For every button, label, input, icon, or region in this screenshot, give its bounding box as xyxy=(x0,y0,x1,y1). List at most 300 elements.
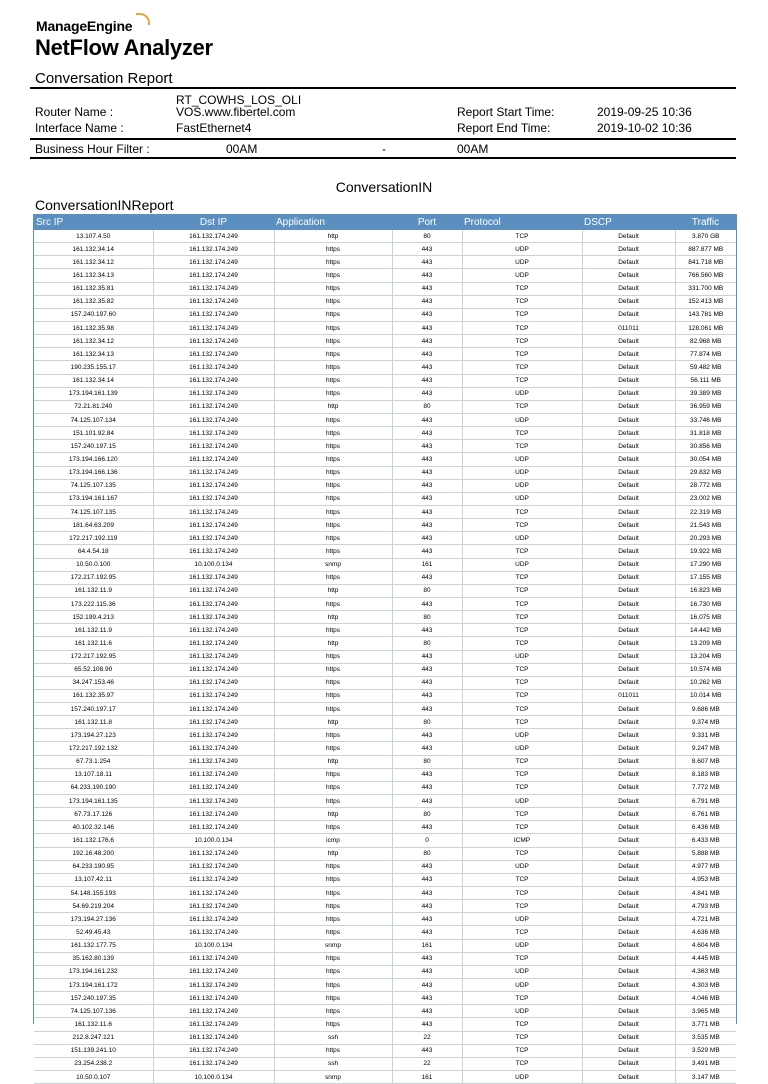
traffic-cell: 4.604 MB xyxy=(675,939,736,952)
traffic-cell: 29.832 MB xyxy=(675,466,736,479)
start-time-value: 2019-09-25 10:36 xyxy=(597,105,692,119)
application-cell: https xyxy=(274,532,392,545)
application-cell: https xyxy=(274,374,392,387)
dscp-cell: Default xyxy=(582,1018,675,1031)
port-cell: 443 xyxy=(392,492,462,505)
dscp-cell: Default xyxy=(582,348,675,361)
interface-value: FastEthernet4 xyxy=(176,121,252,135)
dst-ip-cell: 161.132.174.249 xyxy=(153,243,274,256)
traffic-cell: 56.111 MB xyxy=(675,374,736,387)
brand-name: ManageEngine xyxy=(36,18,133,34)
src-ip-cell: 161.132.11.9 xyxy=(34,624,153,637)
src-ip-cell: 10.50.0.100 xyxy=(34,558,153,571)
table-row xyxy=(34,348,736,361)
dst-ip-cell: 161.132.174.249 xyxy=(153,716,274,729)
dst-ip-cell: 161.132.174.249 xyxy=(153,1044,274,1057)
src-ip-cell: 10.50.0.107 xyxy=(34,1071,153,1084)
table-row xyxy=(34,545,736,558)
protocol-cell: UDP xyxy=(462,558,582,571)
port-cell: 80 xyxy=(392,847,462,860)
table-row xyxy=(34,400,736,413)
traffic-cell: 8.183 MB xyxy=(675,768,736,781)
dscp-cell: Default xyxy=(582,611,675,624)
dst-ip-cell: 161.132.174.249 xyxy=(153,952,274,965)
src-ip-cell: 67.73.17.126 xyxy=(34,808,153,821)
table-row xyxy=(34,230,736,243)
table-row xyxy=(34,663,736,676)
dscp-cell: Default xyxy=(582,558,675,571)
protocol-cell: TCP xyxy=(462,1044,582,1057)
port-cell: 443 xyxy=(392,860,462,873)
traffic-cell: 766.560 MB xyxy=(675,269,736,282)
traffic-cell: 887.877 MB xyxy=(675,243,736,256)
src-ip-cell: 23.254.238.2 xyxy=(34,1057,153,1070)
dscp-cell: Default xyxy=(582,440,675,453)
protocol-cell: UDP xyxy=(462,650,582,663)
dst-ip-cell: 10.100.0.134 xyxy=(153,558,274,571)
port-cell: 443 xyxy=(392,466,462,479)
port-cell: 80 xyxy=(392,584,462,597)
dst-ip-cell: 161.132.174.249 xyxy=(153,611,274,624)
src-ip-cell: 13.107.4.50 xyxy=(34,230,153,243)
col-dscp: DSCP xyxy=(582,214,675,230)
src-ip-cell: 64.233.190.190 xyxy=(34,781,153,794)
src-ip-cell: 161.132.35.98 xyxy=(34,321,153,334)
application-cell: http xyxy=(274,847,392,860)
protocol-cell: TCP xyxy=(462,282,582,295)
src-ip-cell: 161.132.177.75 xyxy=(34,939,153,952)
port-cell: 443 xyxy=(392,926,462,939)
table-body xyxy=(34,230,736,1084)
dst-ip-cell: 161.132.174.249 xyxy=(153,545,274,558)
protocol-cell: TCP xyxy=(462,1031,582,1044)
dscp-cell: Default xyxy=(582,808,675,821)
product-title: NetFlow Analyzer xyxy=(35,35,213,60)
table-row xyxy=(34,887,736,900)
table-row xyxy=(34,689,736,702)
traffic-cell: 6.791 MB xyxy=(675,795,736,808)
table-row xyxy=(34,821,736,834)
traffic-cell: 14.442 MB xyxy=(675,624,736,637)
application-cell: https xyxy=(274,387,392,400)
col-src-ip: Src IP xyxy=(34,214,153,230)
protocol-cell: UDP xyxy=(462,979,582,992)
src-ip-cell: 157.240.197.17 xyxy=(34,703,153,716)
dst-ip-cell: 161.132.174.249 xyxy=(153,453,274,466)
dst-ip-cell: 161.132.174.249 xyxy=(153,374,274,387)
traffic-cell: 128.061 MB xyxy=(675,321,736,334)
application-cell: https xyxy=(274,965,392,978)
port-cell: 443 xyxy=(392,887,462,900)
application-cell: http xyxy=(274,637,392,650)
protocol-cell: TCP xyxy=(462,611,582,624)
port-cell: 443 xyxy=(392,795,462,808)
dst-ip-cell: 161.132.174.249 xyxy=(153,965,274,978)
src-ip-cell: 13.107.18.11 xyxy=(34,768,153,781)
dscp-cell: Default xyxy=(582,466,675,479)
table-row xyxy=(34,900,736,913)
table-row xyxy=(34,913,736,926)
logo-arc-icon xyxy=(136,13,150,25)
port-cell: 0 xyxy=(392,834,462,847)
dst-ip-cell: 161.132.174.249 xyxy=(153,821,274,834)
table-row xyxy=(34,427,736,440)
src-ip-cell: 161.132.176.6 xyxy=(34,834,153,847)
traffic-cell: 9.331 MB xyxy=(675,729,736,742)
protocol-cell: UDP xyxy=(462,466,582,479)
traffic-cell: 143.781 MB xyxy=(675,308,736,321)
traffic-cell: 39.389 MB xyxy=(675,387,736,400)
traffic-cell: 9.686 MB xyxy=(675,703,736,716)
application-cell: https xyxy=(274,571,392,584)
dst-ip-cell: 161.132.174.249 xyxy=(153,230,274,243)
port-cell: 80 xyxy=(392,716,462,729)
dscp-cell: Default xyxy=(582,282,675,295)
application-cell: https xyxy=(274,335,392,348)
port-cell: 443 xyxy=(392,821,462,834)
protocol-cell: UDP xyxy=(462,413,582,426)
traffic-cell: 21.543 MB xyxy=(675,519,736,532)
application-cell: https xyxy=(274,413,392,426)
port-cell: 443 xyxy=(392,1044,462,1057)
traffic-cell: 22.319 MB xyxy=(675,505,736,518)
application-cell: https xyxy=(274,663,392,676)
protocol-cell: TCP xyxy=(462,230,582,243)
port-cell: 443 xyxy=(392,703,462,716)
src-ip-cell: 64.233.190.95 xyxy=(34,860,153,873)
src-ip-cell: 173.194.166.120 xyxy=(34,453,153,466)
dscp-cell: Default xyxy=(582,873,675,886)
port-cell: 443 xyxy=(392,965,462,978)
traffic-cell: 16.730 MB xyxy=(675,597,736,610)
src-ip-cell: 152.199.4.213 xyxy=(34,611,153,624)
dst-ip-cell: 161.132.174.249 xyxy=(153,295,274,308)
router-label: Router Name : xyxy=(35,105,114,119)
application-cell: https xyxy=(274,873,392,886)
src-ip-cell: 34.247.153.46 xyxy=(34,676,153,689)
dst-ip-cell: 161.132.174.249 xyxy=(153,913,274,926)
dscp-cell: Default xyxy=(582,926,675,939)
port-cell: 443 xyxy=(392,374,462,387)
protocol-cell: TCP xyxy=(462,295,582,308)
port-cell: 443 xyxy=(392,768,462,781)
src-ip-cell: 173.222.115.36 xyxy=(34,597,153,610)
src-ip-cell: 161.132.11.8 xyxy=(34,716,153,729)
protocol-cell: TCP xyxy=(462,545,582,558)
traffic-cell: 82.968 MB xyxy=(675,335,736,348)
dscp-cell: Default xyxy=(582,532,675,545)
port-cell: 443 xyxy=(392,545,462,558)
application-cell: https xyxy=(274,1044,392,1057)
application-cell: https xyxy=(274,768,392,781)
protocol-cell: TCP xyxy=(462,1057,582,1070)
port-cell: 443 xyxy=(392,505,462,518)
protocol-cell: UDP xyxy=(462,387,582,400)
port-cell: 443 xyxy=(392,913,462,926)
dst-ip-cell: 161.132.174.249 xyxy=(153,729,274,742)
dst-ip-cell: 10.100.0.134 xyxy=(153,939,274,952)
port-cell: 443 xyxy=(392,597,462,610)
traffic-cell: 7.772 MB xyxy=(675,781,736,794)
header-divider xyxy=(30,87,736,89)
table-row xyxy=(34,308,736,321)
protocol-cell: TCP xyxy=(462,321,582,334)
src-ip-cell: 161.132.35.81 xyxy=(34,282,153,295)
port-cell: 443 xyxy=(392,873,462,886)
protocol-cell: TCP xyxy=(462,821,582,834)
meta-divider xyxy=(30,138,736,140)
protocol-cell: TCP xyxy=(462,926,582,939)
dst-ip-cell: 161.132.174.249 xyxy=(153,742,274,755)
business-hour-from: 00AM xyxy=(226,142,258,156)
dst-ip-cell: 161.132.174.249 xyxy=(153,992,274,1005)
dscp-cell: Default xyxy=(582,663,675,676)
application-cell: https xyxy=(274,992,392,1005)
end-time-value: 2019-10-02 10:36 xyxy=(597,121,692,135)
dst-ip-cell: 161.132.174.249 xyxy=(153,321,274,334)
dst-ip-cell: 10.100.0.134 xyxy=(153,834,274,847)
src-ip-cell: 161.132.35.82 xyxy=(34,295,153,308)
application-cell: https xyxy=(274,703,392,716)
traffic-cell: 4.841 MB xyxy=(675,887,736,900)
src-ip-cell: 173.194.161.232 xyxy=(34,965,153,978)
table-row xyxy=(34,519,736,532)
table-row xyxy=(34,716,736,729)
port-cell: 443 xyxy=(392,440,462,453)
src-ip-cell: 35.162.80.139 xyxy=(34,952,153,965)
src-ip-cell: 74.125.107.136 xyxy=(34,1005,153,1018)
traffic-cell: 5.888 MB xyxy=(675,847,736,860)
dscp-cell: 011011 xyxy=(582,321,675,334)
dst-ip-cell: 161.132.174.249 xyxy=(153,584,274,597)
dscp-cell: Default xyxy=(582,479,675,492)
dst-ip-cell: 161.132.174.249 xyxy=(153,676,274,689)
dscp-cell: Default xyxy=(582,505,675,518)
dst-ip-cell: 161.132.174.249 xyxy=(153,361,274,374)
application-cell: https xyxy=(274,729,392,742)
traffic-cell: 6.761 MB xyxy=(675,808,736,821)
dscp-cell: Default xyxy=(582,308,675,321)
application-cell: https xyxy=(274,492,392,505)
dst-ip-cell: 161.132.174.249 xyxy=(153,269,274,282)
dst-ip-cell: 161.132.174.249 xyxy=(153,795,274,808)
src-ip-cell: 161.132.35.97 xyxy=(34,689,153,702)
port-cell: 80 xyxy=(392,755,462,768)
port-cell: 443 xyxy=(392,519,462,532)
dscp-cell: Default xyxy=(582,269,675,282)
port-cell: 443 xyxy=(392,295,462,308)
protocol-cell: UDP xyxy=(462,256,582,269)
src-ip-cell: 151.101.92.84 xyxy=(34,427,153,440)
protocol-cell: TCP xyxy=(462,374,582,387)
table-row xyxy=(34,1031,736,1044)
dst-ip-cell: 161.132.174.249 xyxy=(153,887,274,900)
traffic-cell: 10.014 MB xyxy=(675,689,736,702)
dscp-cell: Default xyxy=(582,624,675,637)
protocol-cell: ICMP xyxy=(462,834,582,847)
port-cell: 443 xyxy=(392,663,462,676)
protocol-cell: UDP xyxy=(462,860,582,873)
application-cell: https xyxy=(274,453,392,466)
src-ip-cell: 151.139.241.10 xyxy=(34,1044,153,1057)
port-cell: 161 xyxy=(392,1071,462,1084)
table-row xyxy=(34,860,736,873)
traffic-cell: 36.959 MB xyxy=(675,400,736,413)
dst-ip-cell: 161.132.174.249 xyxy=(153,663,274,676)
traffic-cell: 28.772 MB xyxy=(675,479,736,492)
protocol-cell: UDP xyxy=(462,939,582,952)
dscp-cell: Default xyxy=(582,795,675,808)
traffic-cell: 33.746 MB xyxy=(675,413,736,426)
filter-divider xyxy=(30,157,736,159)
src-ip-cell: 161.132.11.6 xyxy=(34,1018,153,1031)
protocol-cell: TCP xyxy=(462,400,582,413)
dst-ip-cell: 161.132.174.249 xyxy=(153,808,274,821)
application-cell: https xyxy=(274,295,392,308)
dst-ip-cell: 161.132.174.249 xyxy=(153,900,274,913)
protocol-cell: TCP xyxy=(462,335,582,348)
port-cell: 443 xyxy=(392,742,462,755)
src-ip-cell: 173.194.161.139 xyxy=(34,387,153,400)
dst-ip-cell: 161.132.174.249 xyxy=(153,308,274,321)
port-cell: 443 xyxy=(392,571,462,584)
protocol-cell: TCP xyxy=(462,689,582,702)
dst-ip-cell: 161.132.174.249 xyxy=(153,637,274,650)
protocol-cell: UDP xyxy=(462,243,582,256)
brand-logo xyxy=(36,18,132,34)
dscp-cell: Default xyxy=(582,965,675,978)
traffic-cell: 4.363 MB xyxy=(675,965,736,978)
src-ip-cell: 172.217.192.119 xyxy=(34,532,153,545)
start-time-label: Report Start Time: xyxy=(457,105,555,119)
traffic-cell: 3.535 MB xyxy=(675,1031,736,1044)
dst-ip-cell: 161.132.174.249 xyxy=(153,781,274,794)
protocol-cell: TCP xyxy=(462,505,582,518)
application-cell: https xyxy=(274,597,392,610)
table-row xyxy=(34,532,736,545)
dscp-cell: Default xyxy=(582,703,675,716)
traffic-cell: 4.953 MB xyxy=(675,873,736,886)
port-cell: 443 xyxy=(392,321,462,334)
traffic-cell: 10.262 MB xyxy=(675,676,736,689)
protocol-cell: TCP xyxy=(462,703,582,716)
dscp-cell: Default xyxy=(582,834,675,847)
dst-ip-cell: 161.132.174.249 xyxy=(153,505,274,518)
src-ip-cell: 74.125.107.135 xyxy=(34,479,153,492)
application-cell: https xyxy=(274,361,392,374)
src-ip-cell: 157.240.197.35 xyxy=(34,992,153,1005)
port-cell: 443 xyxy=(392,689,462,702)
application-cell: snmp xyxy=(274,939,392,952)
dscp-cell: Default xyxy=(582,637,675,650)
src-ip-cell: 172.217.192.95 xyxy=(34,650,153,663)
dst-ip-cell: 161.132.174.249 xyxy=(153,624,274,637)
dscp-cell: Default xyxy=(582,230,675,243)
application-cell: http xyxy=(274,611,392,624)
table-row xyxy=(34,781,736,794)
dscp-cell: Default xyxy=(582,1057,675,1070)
table-header-row xyxy=(34,214,736,230)
src-ip-cell: 54.148.155.193 xyxy=(34,887,153,900)
protocol-cell: TCP xyxy=(462,808,582,821)
table-row xyxy=(34,1018,736,1031)
business-hour-dash: - xyxy=(382,142,386,156)
src-ip-cell: 161.132.34.13 xyxy=(34,348,153,361)
table-row xyxy=(34,1044,736,1057)
dscp-cell: Default xyxy=(582,584,675,597)
protocol-cell: TCP xyxy=(462,1018,582,1031)
table-row xyxy=(34,992,736,1005)
application-cell: https xyxy=(274,440,392,453)
traffic-cell: 16.823 MB xyxy=(675,584,736,597)
port-cell: 161 xyxy=(392,558,462,571)
port-cell: 443 xyxy=(392,282,462,295)
port-cell: 443 xyxy=(392,952,462,965)
dscp-cell: Default xyxy=(582,887,675,900)
src-ip-cell: 67.73.1.254 xyxy=(34,755,153,768)
dscp-cell: Default xyxy=(582,952,675,965)
protocol-cell: TCP xyxy=(462,781,582,794)
dst-ip-cell: 161.132.174.249 xyxy=(153,1057,274,1070)
traffic-cell: 31.818 MB xyxy=(675,427,736,440)
protocol-cell: TCP xyxy=(462,663,582,676)
traffic-cell: 3.771 MB xyxy=(675,1018,736,1031)
src-ip-cell: 161.132.34.13 xyxy=(34,269,153,282)
dscp-cell: Default xyxy=(582,335,675,348)
table-row xyxy=(34,597,736,610)
port-cell: 443 xyxy=(392,781,462,794)
traffic-cell: 17.290 MB xyxy=(675,558,736,571)
port-cell: 443 xyxy=(392,900,462,913)
traffic-cell: 10.574 MB xyxy=(675,663,736,676)
protocol-cell: UDP xyxy=(462,453,582,466)
protocol-cell: TCP xyxy=(462,637,582,650)
port-cell: 443 xyxy=(392,1018,462,1031)
dscp-cell: Default xyxy=(582,597,675,610)
src-ip-cell: 161.132.34.12 xyxy=(34,335,153,348)
src-ip-cell: 172.217.192.132 xyxy=(34,742,153,755)
dscp-cell: Default xyxy=(582,650,675,663)
application-cell: https xyxy=(274,545,392,558)
table-row xyxy=(34,256,736,269)
port-cell: 443 xyxy=(392,624,462,637)
dscp-cell: Default xyxy=(582,1005,675,1018)
dscp-cell: Default xyxy=(582,860,675,873)
dst-ip-cell: 161.132.174.249 xyxy=(153,571,274,584)
table-row xyxy=(34,926,736,939)
traffic-cell: 13.204 MB xyxy=(675,650,736,663)
protocol-cell: UDP xyxy=(462,269,582,282)
traffic-cell: 4.977 MB xyxy=(675,860,736,873)
protocol-cell: TCP xyxy=(462,992,582,1005)
section-center-title: ConversationIN xyxy=(335,179,433,195)
table-row xyxy=(34,1057,736,1070)
traffic-cell: 59.482 MB xyxy=(675,361,736,374)
port-cell: 443 xyxy=(392,308,462,321)
dst-ip-cell: 161.132.174.249 xyxy=(153,387,274,400)
port-cell: 443 xyxy=(392,269,462,282)
port-cell: 443 xyxy=(392,361,462,374)
traffic-cell: 9.374 MB xyxy=(675,716,736,729)
traffic-cell: 20.293 MB xyxy=(675,532,736,545)
router-value-line2: VOS.www.fibertel.com xyxy=(176,105,296,119)
dscp-cell: Default xyxy=(582,1071,675,1084)
traffic-cell: 3.870 GB xyxy=(675,230,736,243)
dscp-cell: Default xyxy=(582,256,675,269)
traffic-cell: 6.436 MB xyxy=(675,821,736,834)
table-row xyxy=(34,742,736,755)
protocol-cell: TCP xyxy=(462,887,582,900)
